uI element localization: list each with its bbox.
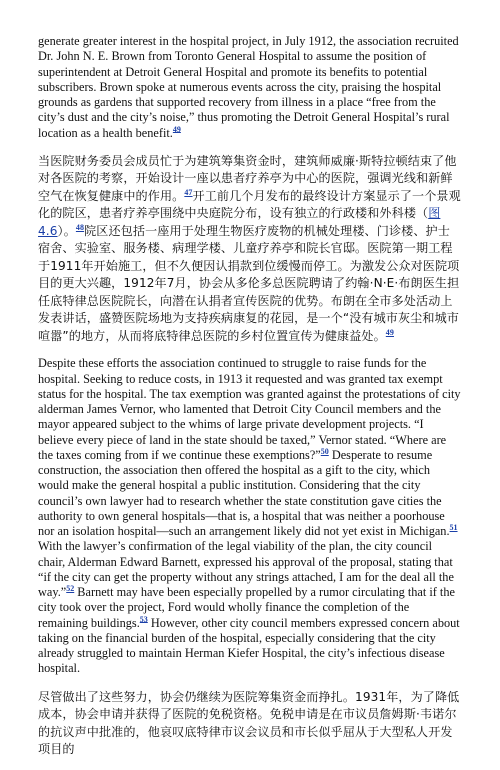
english-paragraph — [38, 356, 462, 676]
text-run: With the lawyer’s confirmation of the legal viability of the plan, the city council chair, Alderman Edward Barnett, expressed his approval of the proposal, stating that “if the city can get the property without any strings attached, I am for the deal all the way.” — [38, 539, 454, 599]
footnote-link[interactable]: 52 — [66, 583, 75, 593]
footnote-link[interactable]: 47 — [184, 187, 193, 197]
chinese-paragraph — [38, 689, 462, 759]
text-run: generate greater interest in the hospital project, in July 1912, the association recruited Dr. John N. E. Brown from Toronto General Hospital to assume the position of superintendent at Detroit General Hospital and promote its benefits to potential subscribers. Brown spoke at numerous events across the city, praising the hospital grounds as gardens that supported recovery from illness in a place “free from the city’s dust and the city’s noise,” thus promoting the Detroit General Hospital’s rural location as a health benefit. — [38, 34, 459, 140]
text-run: However, other city council members expressed concern about taking on the financial burden of the hospital, especially considering that the city already struggled to maintain Herman Kiefer Hospital, the city’s infectious disease hospital. — [38, 615, 460, 676]
footnote-link[interactable]: 53 — [139, 614, 148, 624]
text-run: 开工前几个月发布的最终设计方案显示了一个景观化的院区，患者疗养亭围绕中央庭院分布，设有独立的行政楼和外科楼（ — [38, 188, 461, 221]
text-run: 尽管做出了这些努力，协会仍继续为医院筹集资金而挣扎。1931年，为了降低成本，协会申请并获得了医院的免税资格。免税申请是在市议员詹姆斯·韦诺尔的抗议声中批准的，他哀叹底特律市议会议员和市长似乎屈从于大型私人开发项目的 — [38, 689, 460, 756]
footnote-link[interactable]: 50 — [320, 446, 329, 456]
document-page — [38, 34, 462, 770]
english-paragraph — [38, 34, 462, 141]
text-run: Barnett may have been especially propelled by a rumor circulating that if the city took over the project, Ford would wholly finance the completion of the remaining buildings. — [38, 585, 455, 630]
text-run: Desperate to resume construction, the association then offered the hospital as a gift to the city, which would make the general hospital a public institution. Considering that the city council’s own lawyer had to research whether the state constitution gave cities the authority to own general hospitals—that is, a hospital that was neither a poorhouse nor an isolation hospital—such an arrangement likely did not yet exist in Michigan. — [38, 447, 450, 538]
footnote-link[interactable]: 49 — [385, 327, 394, 337]
footnote-link[interactable]: 49 — [172, 124, 181, 134]
text-run: ）。 — [57, 223, 76, 238]
text-run: 院区还包括一座用于处理生物医疗废物的机械处理楼、门诊楼、护士宿舍、实验室、服务楼、病理学楼、儿童疗养亭和院长官邸。医院第一期工程于1911年开始施工，但不久便因认捐款到位缓慢而停工。为激发公众对医院项目的更大兴趣，1912年7月，协会从多伦多总医院聘请了约翰·N·E·布朗医生担任底特律总医院院长，向潜在认捐者宣传医院的优势。布朗在全市多处活动上发表讲话，盛赞医院场地为支持疾病康复的花园，是一个“没有城市灰尘和城市喧嚣”的地方，从而将底特律总医院的乡村位置宣传为健康益处。 — [38, 223, 460, 343]
chinese-paragraph — [38, 153, 462, 346]
text-run: 当医院财务委员会成员忙于为建筑筹集资金时，建筑师威廉·斯特拉顿结束了他对各医院的考察，开始设计一座以患者疗养亭为中心的医院，强调光线和新鲜空气在恢复健康中的作用。 — [38, 153, 457, 203]
text-run: Despite these efforts the association continued to struggle to raise funds for the hospital. Seeking to reduce costs, in 1913 it requested and was granted tax exempt status for the hospital. The tax exemption was granted against the protestations of city alderman James Vernor, who lamented that Detroit City Council members and the mayor appeared subject to the whims of large private development projects. “I believe every piece of land in the state should be taxed,” Vernor stated. “Where are the taxes coming from if we continue these exemptions?” — [38, 356, 461, 462]
footnote-link[interactable]: 48 — [75, 222, 85, 232]
footnote-link[interactable]: 51 — [449, 522, 458, 532]
figure-link[interactable]: 图4.6 — [38, 206, 441, 238]
